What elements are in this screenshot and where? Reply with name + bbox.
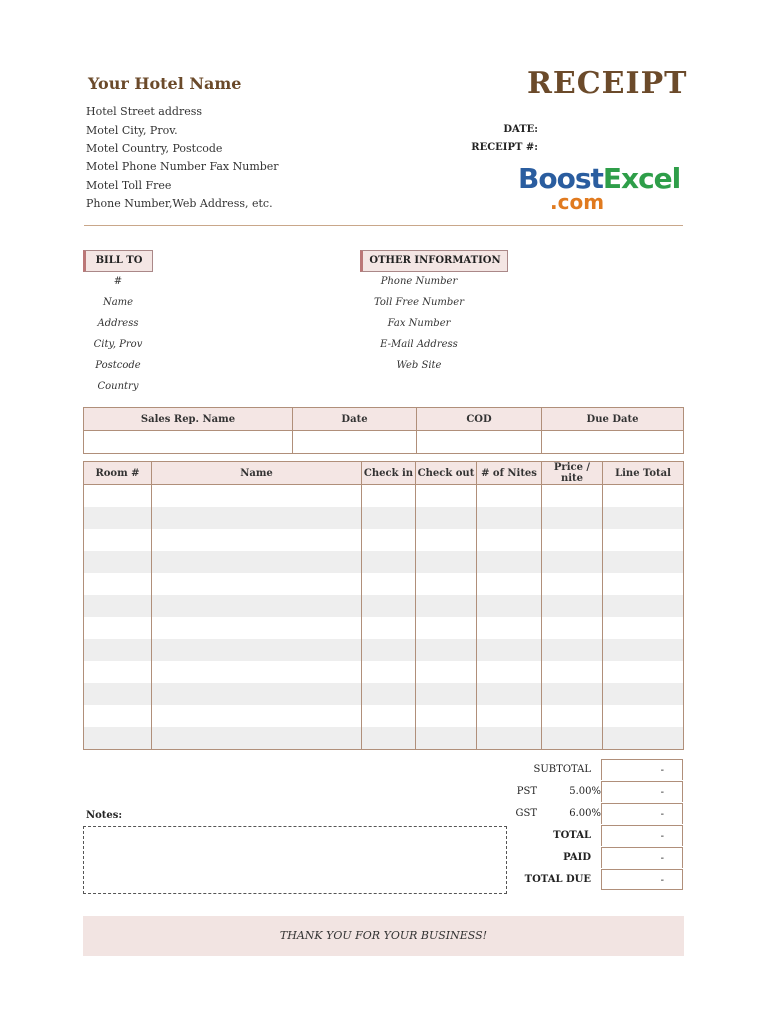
item-price-cell[interactable] — [542, 617, 603, 639]
item-check-out-cell[interactable] — [416, 727, 477, 750]
item-price-cell[interactable] — [542, 595, 603, 617]
item-name-cell[interactable] — [152, 573, 362, 595]
bill-to-heading: BILL TO — [83, 250, 153, 272]
item-price-cell[interactable] — [542, 639, 603, 661]
item-line-total-cell[interactable] — [603, 727, 684, 750]
other-info-field: Web Site — [396, 360, 442, 371]
item-price-cell[interactable] — [542, 529, 603, 551]
table-row — [84, 551, 684, 573]
item-check-in-cell[interactable] — [362, 639, 416, 661]
bill-to-field: Country — [97, 381, 139, 392]
sales-date-cell[interactable] — [293, 431, 417, 454]
hotel-address-line: Motel City, Prov. — [86, 124, 178, 137]
hotel-address-line: Motel Country, Postcode — [86, 142, 223, 155]
item-check-in-cell[interactable] — [362, 683, 416, 705]
item-room-cell[interactable] — [84, 507, 152, 529]
table-row — [84, 595, 684, 617]
item-name-cell[interactable] — [152, 551, 362, 573]
item-check-out-cell[interactable] — [416, 529, 477, 551]
item-line-total-cell[interactable] — [603, 639, 684, 661]
item-price-cell[interactable] — [542, 705, 603, 727]
item-check-in-cell[interactable] — [362, 529, 416, 551]
item-check-in-cell[interactable] — [362, 507, 416, 529]
subtotal-label: SUBTOTAL — [533, 764, 591, 775]
items-header-price: Price / nite — [542, 462, 603, 485]
sales-cod-cell[interactable] — [417, 431, 542, 454]
sales-header-rep: Sales Rep. Name — [84, 408, 293, 431]
total-label: TOTAL — [553, 830, 591, 841]
items-header-room: Room # — [84, 462, 152, 485]
item-name-cell[interactable] — [152, 595, 362, 617]
gst-label: GST — [515, 808, 537, 819]
bill-to-field: Name — [102, 297, 134, 308]
item-check-in-cell[interactable] — [362, 551, 416, 573]
hotel-address-line: Phone Number,Web Address, etc. — [86, 197, 273, 210]
item-nites-cell[interactable] — [477, 551, 542, 573]
hotel-address-line: Motel Toll Free — [86, 179, 172, 192]
item-room-cell[interactable] — [84, 727, 152, 750]
item-line-total-cell[interactable] — [603, 507, 684, 529]
item-price-cell[interactable] — [542, 551, 603, 573]
item-nites-cell[interactable] — [477, 705, 542, 727]
item-name-cell[interactable] — [152, 705, 362, 727]
other-info-field: Phone Number — [380, 276, 458, 287]
item-nites-cell[interactable] — [477, 573, 542, 595]
table-row — [84, 485, 684, 508]
item-line-total-cell[interactable] — [603, 683, 684, 705]
pst-rate: 5.00% — [569, 786, 601, 797]
item-check-in-cell[interactable] — [362, 617, 416, 639]
item-price-cell[interactable] — [542, 573, 603, 595]
bill-to-field: City, Prov — [93, 339, 143, 350]
logo-text-boost: Boost — [518, 162, 603, 195]
hotel-name: Your Hotel Name — [88, 74, 242, 93]
paid-row — [505, 847, 684, 869]
other-info-field: Fax Number — [387, 318, 451, 329]
item-room-cell[interactable] — [84, 573, 152, 595]
sales-due-date-cell[interactable] — [542, 431, 684, 454]
item-check-out-cell[interactable] — [416, 683, 477, 705]
item-nites-cell[interactable] — [477, 727, 542, 750]
item-line-total-cell[interactable] — [603, 595, 684, 617]
item-check-in-cell[interactable] — [362, 661, 416, 683]
logo-text-excel: Excel — [602, 162, 681, 195]
item-line-total-cell[interactable] — [603, 529, 684, 551]
item-room-cell[interactable] — [84, 595, 152, 617]
pst-row — [505, 781, 684, 803]
item-check-out-cell[interactable] — [416, 661, 477, 683]
item-price-cell[interactable] — [542, 507, 603, 529]
gst-value[interactable]: - — [601, 803, 683, 824]
table-row — [84, 683, 684, 705]
items-header-name: Name — [152, 462, 362, 485]
item-nites-cell[interactable] — [477, 595, 542, 617]
item-nites-cell[interactable] — [477, 485, 542, 508]
item-nites-cell[interactable] — [477, 661, 542, 683]
item-price-cell[interactable] — [542, 727, 603, 750]
item-room-cell[interactable] — [84, 683, 152, 705]
item-nites-cell[interactable] — [477, 683, 542, 705]
item-name-cell[interactable] — [152, 727, 362, 750]
item-price-cell[interactable] — [542, 661, 603, 683]
notes-label: Notes: — [86, 810, 123, 821]
item-room-cell[interactable] — [84, 705, 152, 727]
gst-rate: 6.00% — [569, 808, 601, 819]
item-name-cell[interactable] — [152, 639, 362, 661]
item-check-in-cell[interactable] — [362, 573, 416, 595]
table-row — [84, 639, 684, 661]
item-line-total-cell[interactable] — [603, 573, 684, 595]
item-name-cell[interactable] — [152, 507, 362, 529]
item-check-out-cell[interactable] — [416, 639, 477, 661]
item-room-cell[interactable] — [84, 551, 152, 573]
other-info-heading: OTHER INFORMATION — [360, 250, 508, 272]
item-room-cell[interactable] — [84, 485, 152, 508]
header-divider — [84, 225, 683, 226]
item-check-in-cell[interactable] — [362, 705, 416, 727]
item-check-out-cell[interactable] — [416, 573, 477, 595]
pst-label: PST — [516, 786, 537, 797]
total-due-row — [505, 869, 684, 891]
item-name-cell[interactable] — [152, 529, 362, 551]
logo-text-com: .com — [550, 190, 605, 214]
date-label: DATE: — [503, 124, 538, 135]
item-check-out-cell[interactable] — [416, 595, 477, 617]
boostexcel-logo — [518, 162, 681, 214]
item-line-total-cell[interactable] — [603, 705, 684, 727]
thank-you-banner: THANK YOU FOR YOUR BUSINESS! — [83, 916, 684, 956]
item-name-cell[interactable] — [152, 617, 362, 639]
item-check-in-cell[interactable] — [362, 595, 416, 617]
item-check-in-cell[interactable] — [362, 727, 416, 750]
total-due-label: TOTAL DUE — [524, 874, 591, 885]
receipt-title: RECEIPT — [527, 66, 688, 101]
total-row — [505, 825, 684, 847]
subtotal-value[interactable]: - — [601, 759, 683, 780]
hotel-address-line: Hotel Street address — [86, 105, 203, 118]
hotel-address-line: Motel Phone Number Fax Number — [86, 160, 279, 173]
table-row — [84, 705, 684, 727]
pst-value[interactable]: - — [601, 781, 683, 802]
item-check-in-cell[interactable] — [362, 485, 416, 508]
table-row — [84, 661, 684, 683]
total-value[interactable]: - — [601, 825, 683, 846]
items-header-check-in: Check in — [362, 462, 416, 485]
item-room-cell[interactable] — [84, 639, 152, 661]
bill-to-field: Postcode — [95, 360, 141, 371]
sales-rep-cell[interactable] — [84, 431, 293, 454]
item-nites-cell[interactable] — [477, 617, 542, 639]
subtotal-row — [505, 759, 684, 781]
item-nites-cell[interactable] — [477, 529, 542, 551]
item-price-cell[interactable] — [542, 485, 603, 508]
table-row — [84, 529, 684, 551]
paid-value[interactable]: - — [601, 847, 683, 868]
other-info-field: Toll Free Number — [374, 297, 464, 308]
item-room-cell[interactable] — [84, 661, 152, 683]
sales-table — [83, 407, 684, 454]
paid-label: PAID — [563, 852, 591, 863]
item-check-out-cell[interactable] — [416, 507, 477, 529]
item-name-cell[interactable] — [152, 485, 362, 508]
item-nites-cell[interactable] — [477, 507, 542, 529]
table-row — [84, 727, 684, 750]
items-body — [84, 485, 684, 750]
item-line-total-cell[interactable] — [603, 661, 684, 683]
items-header-line-total: Line Total — [603, 462, 684, 485]
receipt-number-label: RECEIPT #: — [471, 142, 538, 153]
item-check-out-cell[interactable] — [416, 551, 477, 573]
item-check-out-cell[interactable] — [416, 485, 477, 508]
total-due-value[interactable]: - — [601, 869, 683, 890]
item-price-cell[interactable] — [542, 683, 603, 705]
notes-box[interactable] — [83, 826, 507, 894]
items-header-nites: # of Nites — [477, 462, 542, 485]
item-name-cell[interactable] — [152, 661, 362, 683]
item-check-out-cell[interactable] — [416, 617, 477, 639]
item-name-cell[interactable] — [152, 683, 362, 705]
totals-block — [505, 759, 684, 891]
items-table — [83, 461, 684, 750]
table-row — [84, 507, 684, 529]
sales-header-date: Date — [293, 408, 417, 431]
table-row — [84, 573, 684, 595]
item-check-out-cell[interactable] — [416, 705, 477, 727]
bill-to-field: Address — [97, 318, 139, 329]
item-line-total-cell[interactable] — [603, 551, 684, 573]
item-room-cell[interactable] — [84, 617, 152, 639]
bill-to-field: # — [113, 276, 123, 287]
other-info-field: E-Mail Address — [380, 339, 458, 350]
sales-header-due-date: Due Date — [542, 408, 684, 431]
item-room-cell[interactable] — [84, 529, 152, 551]
gst-row — [505, 803, 684, 825]
item-line-total-cell[interactable] — [603, 617, 684, 639]
item-nites-cell[interactable] — [477, 639, 542, 661]
sales-header-cod: COD — [417, 408, 542, 431]
items-header-check-out: Check out — [416, 462, 477, 485]
item-line-total-cell[interactable] — [603, 485, 684, 508]
table-row — [84, 617, 684, 639]
